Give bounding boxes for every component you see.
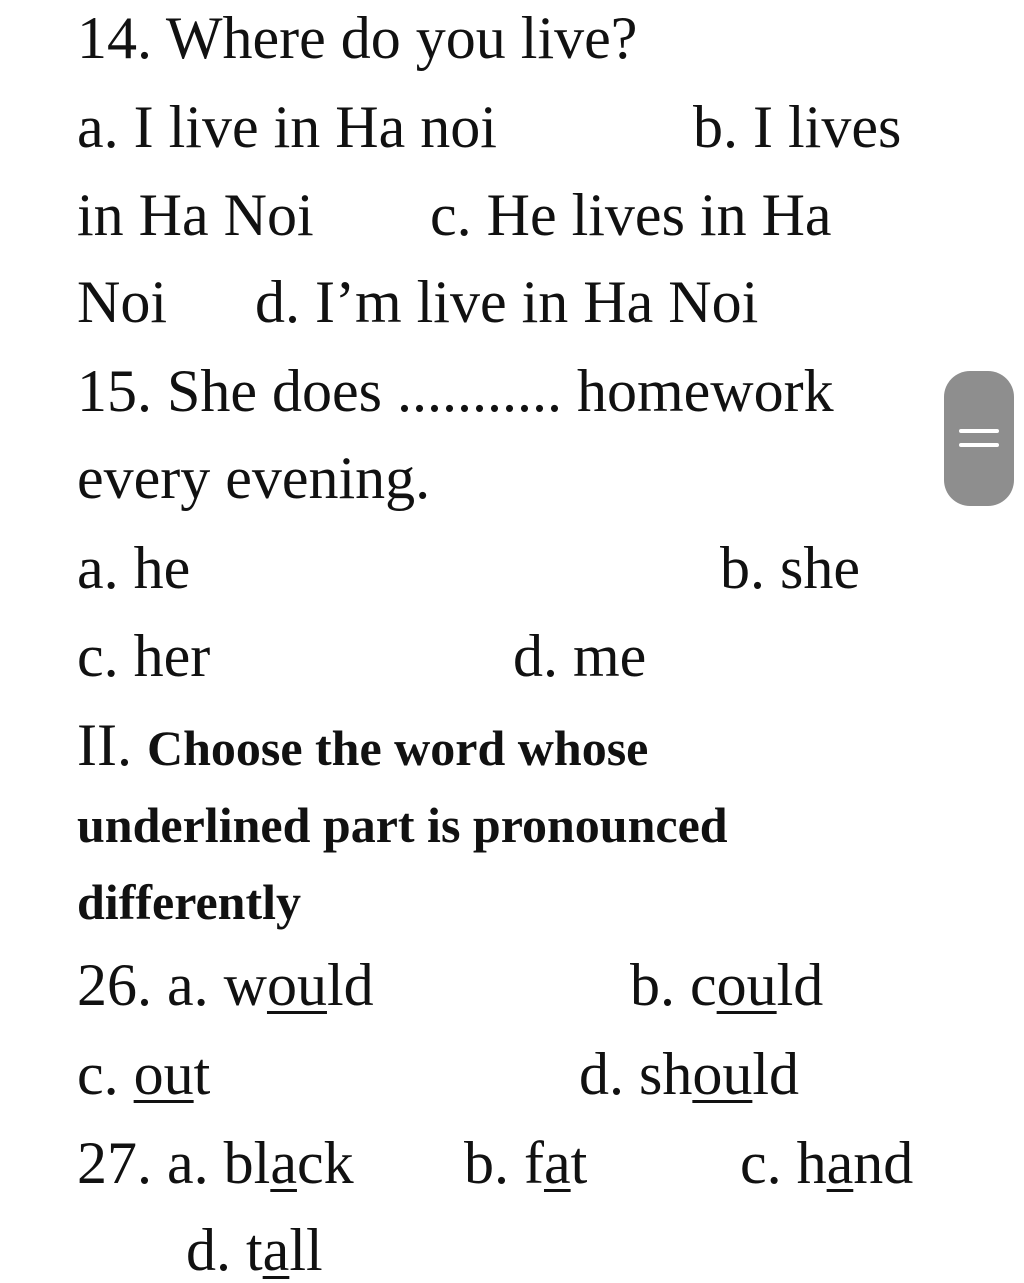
- q27-c-underlined: a: [826, 1130, 854, 1196]
- section2-heading-line1: [77, 712, 649, 778]
- q26-a-underlined: ou: [266, 952, 327, 1018]
- q14-option-c-end: Noi: [77, 269, 167, 335]
- q26-option-c: [77, 1041, 211, 1107]
- q27-c-prefix: c. h: [740, 1130, 827, 1196]
- q27-d-underlined: a: [262, 1217, 290, 1283]
- q14-option-a: a. I live in Ha noi: [77, 94, 497, 160]
- q26-option-d: [579, 1041, 800, 1107]
- q27-d-suffix: ll: [289, 1217, 323, 1283]
- q15-question-line1: 15. She does ........... homework: [77, 358, 834, 424]
- q26-b-suffix: ld: [776, 952, 824, 1018]
- q27-number: 27.: [77, 1130, 152, 1196]
- q27-option-d: [186, 1217, 323, 1283]
- section2-numeral: II.: [77, 712, 132, 778]
- q26-option-b: [630, 952, 824, 1018]
- q26-c-suffix: t: [193, 1041, 211, 1107]
- q26-c-underlined: ou: [133, 1041, 194, 1107]
- q15-option-a: a. he: [77, 535, 191, 601]
- q26-number: 26.: [77, 952, 152, 1018]
- scroll-handle[interactable]: [944, 371, 1014, 506]
- q27-option-c: [740, 1130, 914, 1196]
- q26-d-prefix: d. sh: [579, 1041, 693, 1107]
- q14-option-c-start: c. He lives in Ha: [430, 182, 832, 248]
- q26-d-suffix: ld: [752, 1041, 800, 1107]
- section2-title-line2: underlined part is pronounced: [77, 797, 728, 853]
- q26-c-prefix: c.: [77, 1041, 134, 1107]
- q27-d-prefix: d. t: [186, 1217, 263, 1283]
- q26-option-a: [167, 952, 374, 1018]
- section2-title-line3: differently: [77, 874, 302, 930]
- q26-a-prefix: a. w: [167, 952, 267, 1018]
- q27-a-prefix: a. bl: [167, 1130, 271, 1196]
- q14-option-b-start: b. I lives: [693, 94, 902, 160]
- q27-c-suffix: nd: [853, 1130, 914, 1196]
- q14-option-d: d. I’m live in Ha Noi: [255, 269, 759, 335]
- q26-d-underlined: ou: [692, 1041, 753, 1107]
- q15-option-d: d. me: [513, 623, 647, 689]
- q27-b-suffix: t: [570, 1130, 588, 1196]
- q27-option-b: [464, 1130, 588, 1196]
- q27-b-underlined: a: [543, 1130, 571, 1196]
- q27-option-a: [167, 1130, 354, 1196]
- section2-title-line1: Choose the word whose: [146, 720, 649, 776]
- q26-a-suffix: ld: [326, 952, 374, 1018]
- q14-option-b-end: in Ha Noi: [77, 182, 314, 248]
- q15-question-line2: every evening.: [77, 445, 431, 511]
- q15-option-c: c. her: [77, 623, 211, 689]
- q27-line1: [77, 1130, 354, 1196]
- q14-question: 14. Where do you live?: [77, 5, 638, 71]
- q27-b-prefix: b. f: [464, 1130, 544, 1196]
- q26-b-prefix: b. c: [630, 952, 717, 1018]
- q27-a-underlined: a: [270, 1130, 297, 1196]
- q15-option-b: b. she: [720, 535, 860, 601]
- q27-a-suffix: ck: [296, 1130, 354, 1196]
- q26-b-underlined: ou: [716, 952, 777, 1018]
- q26-line1: [77, 952, 374, 1018]
